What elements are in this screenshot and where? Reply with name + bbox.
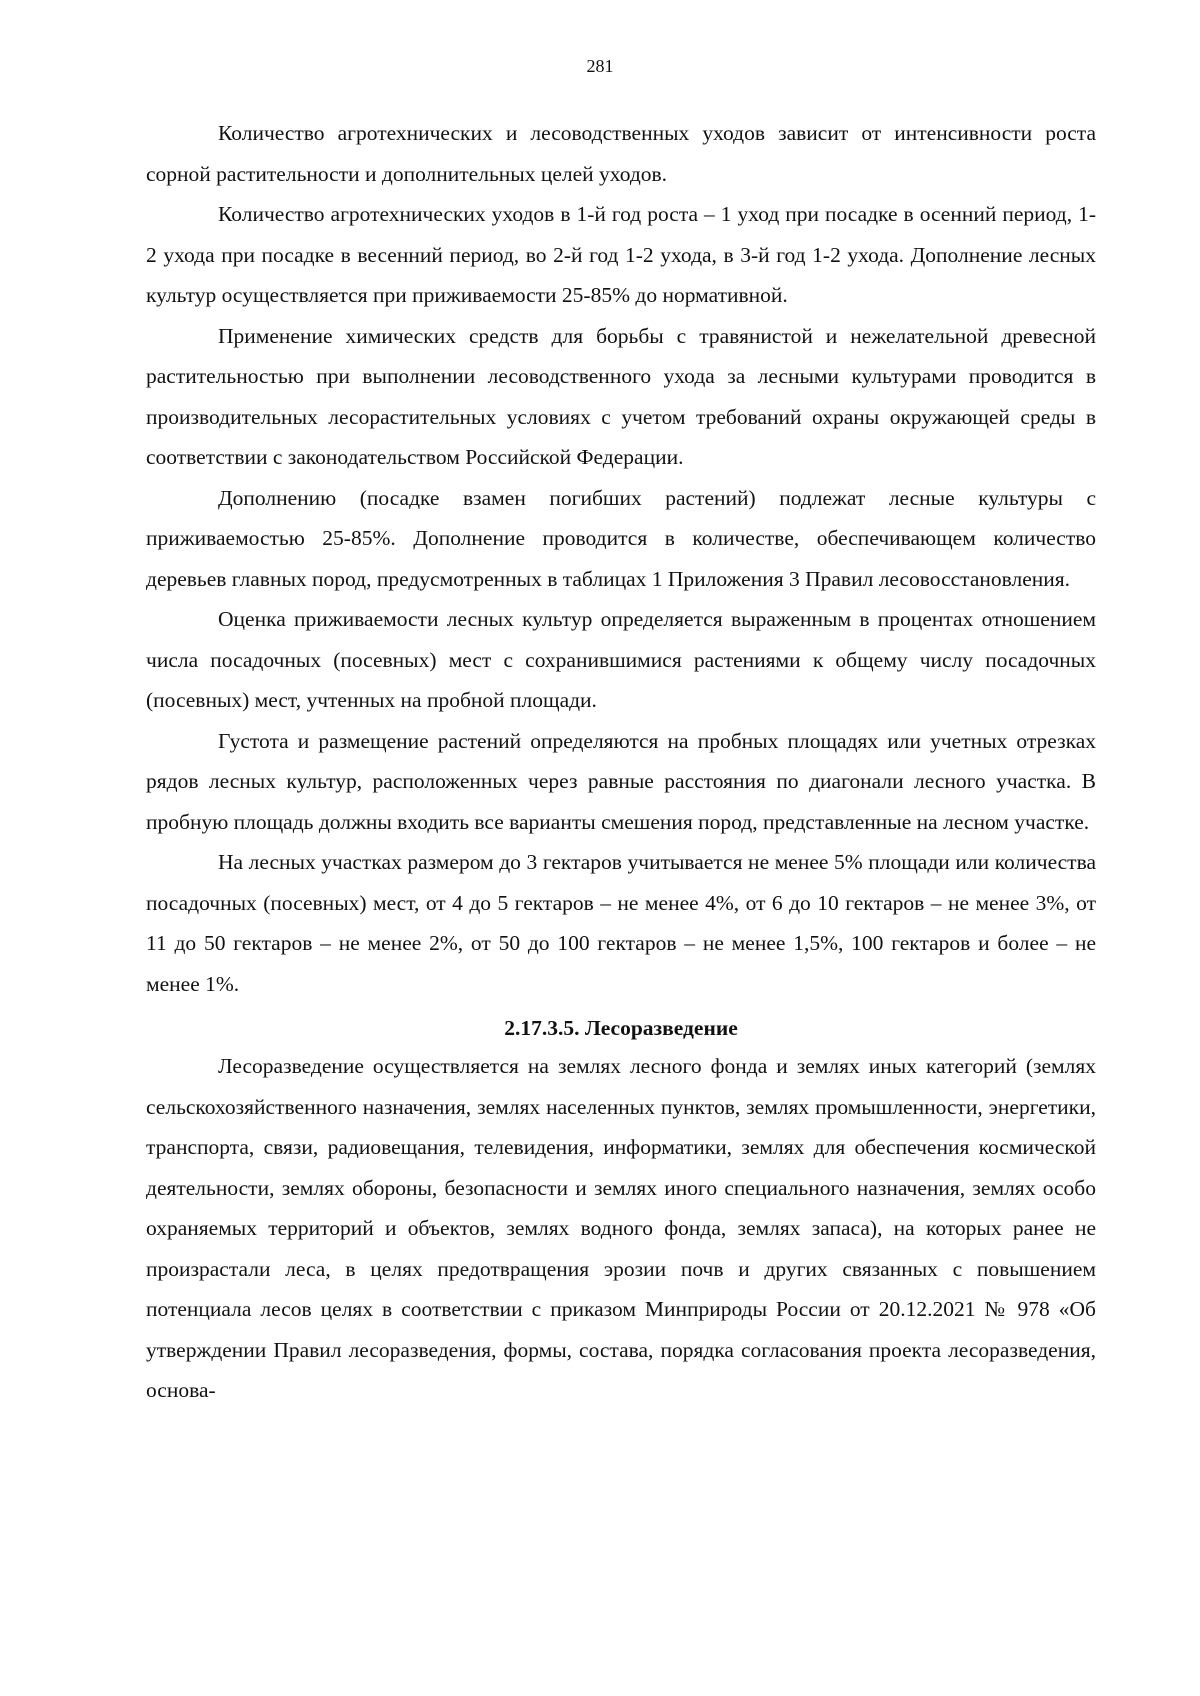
paragraph-density-placement: Густота и размещение растений определяются на пробных площадях или учетных отрезках рядов лесных культур, расположенных через равные расстояния по диагонали лесного участка. В пробную площадь должны входить все варианты смешения пород, представленные на лесном участке. [146, 728, 1096, 834]
paragraph-afforestation: Лесоразведение осуществляется на землях лесного фонда и землях иных категорий (землях сельскохозяйственного назначения, землях населенных пунктов, землях промышленности, энергетики, транспорта, связи, радиовещания, телевидения, информатики, землях для обеспечения космической деятельности, землях обороны, безопасности и землях иного специального назначения, землях особо охраняемых территорий и объектов, землях водного фонда, землях запаса), на которых ранее не произрастали леса, в целях предотвращения эрозии почв и других связанных с повышением потенциала лесов целях в соответствии с приказом Минприроды России от 20.12.2021 № 978 «Об утверждении Правил лесоразведения, формы, состава, порядка согласования проекта лесоразведения, основа- [146, 1054, 1096, 1402]
paragraph-sample-area: На лесных участках размером до 3 гектаров учитывается не менее 5% площади или количества посадочных (посевных) мест, от 4 до 5 гектаров – не менее 4%, от 6 до 10 гектаров – не менее 3%, от 11 до 50 гектаров – не менее 2%, от 50 до 100 гектаров – не менее 1,5%, 100 гектаров и более – не менее 1%. [146, 850, 1096, 996]
paragraph-supplement: Дополнению (посадке взамен погибших растений) подлежат лесные культуры с приживаемостью 25-85%. Дополнение проводится в количестве, обеспечивающем количество деревьев главных пород, предусмотренных в таблицах 1 Приложения 3 Правил лесовосстановления. [146, 485, 1096, 591]
page-number: 281 [586, 56, 614, 76]
paragraph-care-count: Количество агротехнических и лесоводственных уходов зависит от интенсивности роста сорной растительности и дополнительных целей уходов. [146, 121, 1096, 186]
paragraph-chemical-means: Применение химических средств для борьбы с травянистой и нежелательной древесной растительностью при выполнении лесоводственного ухода за лесными культурами проводится в производительных лесорастительных условиях с учетом требований охраны окружающей среды в соответствии с законодательством Российской Федерации. [146, 323, 1096, 469]
paragraph-survival-assessment: Оценка приживаемости лесных культур определяется выраженным в процентах отношением числа посадочных (посевных) мест с сохранившимися растениями к общему числу посадочных (посевных) мест, учтенных на пробной площади. [146, 607, 1096, 712]
section-heading: 2.17.3.5. Лесоразведение [504, 1016, 738, 1040]
page-content [146, 113, 1096, 1411]
paragraph-agrotech-care: Количество агротехнических уходов в 1-й год роста – 1 уход при посадке в осенний период, 1-2 ухода при посадке в весенний период, во 2-й год 1-2 ухода, в 3-й год 1-2 ухода. Дополнение лесных культур осуществляется при приживаемости 25-85% до нормативной. [146, 202, 1096, 307]
